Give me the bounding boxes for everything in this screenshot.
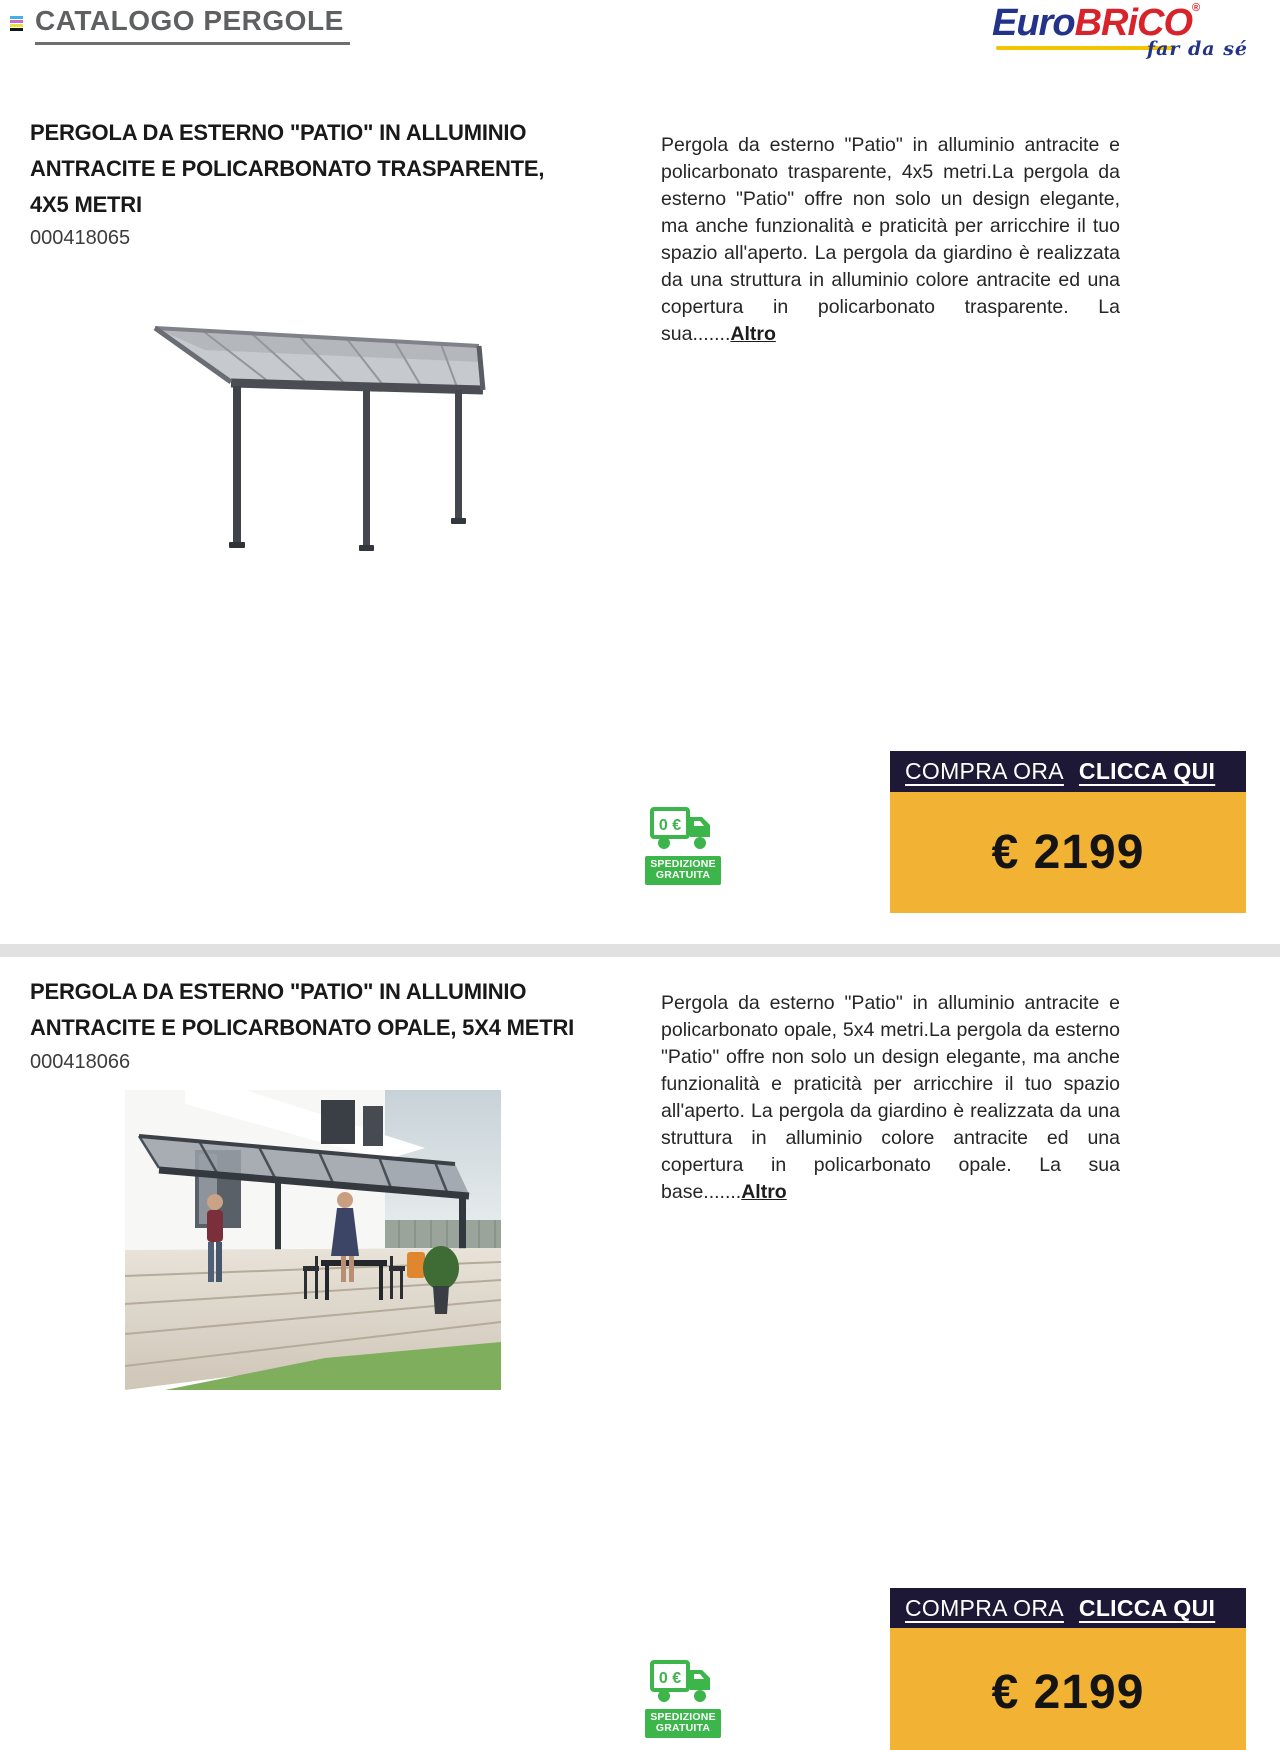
free-shipping-truck-icon <box>650 1658 716 1706</box>
eurobrico-logo-text: EuroBRiCO® <box>992 2 1200 44</box>
pergola-photo-illustration <box>125 1090 501 1390</box>
section-divider <box>0 944 1280 957</box>
product-description: Pergola da esterno "Patio" in alluminio antracite e policarbonato opale, 5x4 metri.La pergola da esterno "Patio" offre non solo un design elegante, ma anche funzionalità e praticità per arricchire il tuo spazio all'aperto. La pergola da giardino è realizzata da una struttura in alluminio colore antracite ed una copertura in policarbonato opale. La sua base.......Altro <box>661 992 1120 1203</box>
print-color-marks-icon <box>10 16 24 32</box>
more-link[interactable]: Altro <box>730 323 776 345</box>
product-image-pergola-trasparente[interactable] <box>145 262 490 620</box>
buy-now-button[interactable]: COMPRA ORA CLICCA QUI <box>890 751 1246 792</box>
more-link[interactable]: Altro <box>741 1181 787 1203</box>
free-shipping-truck-icon <box>650 805 716 853</box>
free-shipping-badge: SPEDIZIONE GRATUITA <box>645 1709 721 1738</box>
price: € 2199 <box>991 1665 1145 1719</box>
price-box <box>890 792 1246 913</box>
product-image-pergola-opale[interactable] <box>125 1090 501 1390</box>
product-sku: 000418066 <box>30 1051 131 1073</box>
product-description: Pergola da esterno "Patio" in alluminio antracite e policarbonato trasparente, 4x5 metri.La pergola da esterno "Patio" offre non solo un design elegante, ma anche funzionalità e praticità per arricchire il tuo spazio all'aperto. La pergola da giardino è realizzata da una struttura in alluminio colore antracite ed una copertura in policarbonato trasparente. La sua.......Altro <box>661 134 1120 345</box>
eurobrico-logo <box>992 2 1248 60</box>
page-title: CATALOGO PERGOLE <box>35 5 350 45</box>
free-shipping-badge: SPEDIZIONE GRATUITA <box>645 856 721 885</box>
product-title: PERGOLA DA ESTERNO "PATIO" IN ALLUMINIO ANTRACITE E POLICARBONATO OPALE, 5X4 METRI <box>30 979 575 1040</box>
price: € 2199 <box>991 826 1145 879</box>
free-shipping <box>645 1658 721 1738</box>
svg-text:0 €: 0 € <box>658 1670 682 1687</box>
logo-tagline: far da sé <box>1146 38 1248 60</box>
product-title: PERGOLA DA ESTERNO "PATIO" IN ALLUMINIO ANTRACITE E POLICARBONATO TRASPARENTE, 4X5 METRI <box>30 120 545 217</box>
free-shipping <box>645 805 721 885</box>
price-box <box>890 1628 1246 1750</box>
pergola-render-illustration <box>145 262 490 620</box>
buy-now-button[interactable]: COMPRA ORA CLICCA QUI <box>890 1588 1246 1629</box>
svg-text:0 €: 0 € <box>658 817 682 834</box>
product-sku: 000418065 <box>30 227 131 249</box>
